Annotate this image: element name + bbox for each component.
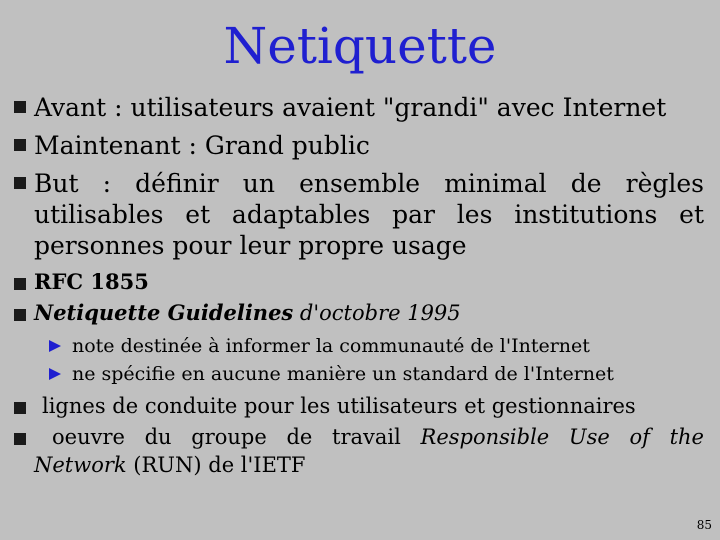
sub-bullet-triangle-icon (49, 368, 61, 380)
bullet-square-icon (14, 139, 26, 151)
bullet-but-line-2: utilisables et adaptables par les institutions et (34, 200, 704, 229)
bullet-but-line-3: personnes pour leur propre usage (34, 231, 467, 260)
run-ietf: (RUN) de l'IETF (126, 453, 306, 477)
bullet-rfc: RFC 1855 (34, 269, 149, 294)
bullet-but-line-1: But : définir un ensemble minimal de règles (34, 169, 704, 198)
sub-bullet-standard: ne spécifie en aucune manière un standard de l'Internet (72, 363, 614, 385)
bullet-oeuvre-line-2 (34, 451, 704, 479)
bullet-square-icon (14, 402, 26, 414)
oeuvre-italic: Responsible Use of the (420, 425, 704, 449)
bullet-guidelines (34, 299, 704, 327)
network-italic: Network (34, 453, 127, 477)
bullet-lignes: lignes de conduite pour les utilisateurs et gestionnaires (42, 394, 636, 418)
bullet-square-icon (14, 278, 26, 290)
guidelines-title: Netiquette Guidelines (34, 300, 294, 325)
sub-bullet-note: note destinée à informer la communauté de l'Internet (72, 335, 590, 357)
bullet-avant: Avant : utilisateurs avaient "grandi" avec Internet (34, 93, 667, 122)
bullet-oeuvre-line-1 (52, 423, 704, 451)
slide-title: Netiquette (223, 17, 497, 75)
guidelines-date: d'octobre 1995 (293, 301, 461, 325)
bullet-square-icon (14, 433, 26, 445)
bullet-square-icon (14, 309, 26, 321)
bullet-square-icon (14, 177, 26, 189)
bullet-square-icon (14, 101, 26, 113)
bullet-maintenant: Maintenant : Grand public (34, 131, 370, 160)
oeuvre-plain: oeuvre du groupe de travail (52, 425, 401, 449)
page-number: 85 (696, 518, 712, 532)
sub-bullet-triangle-icon (49, 340, 61, 352)
